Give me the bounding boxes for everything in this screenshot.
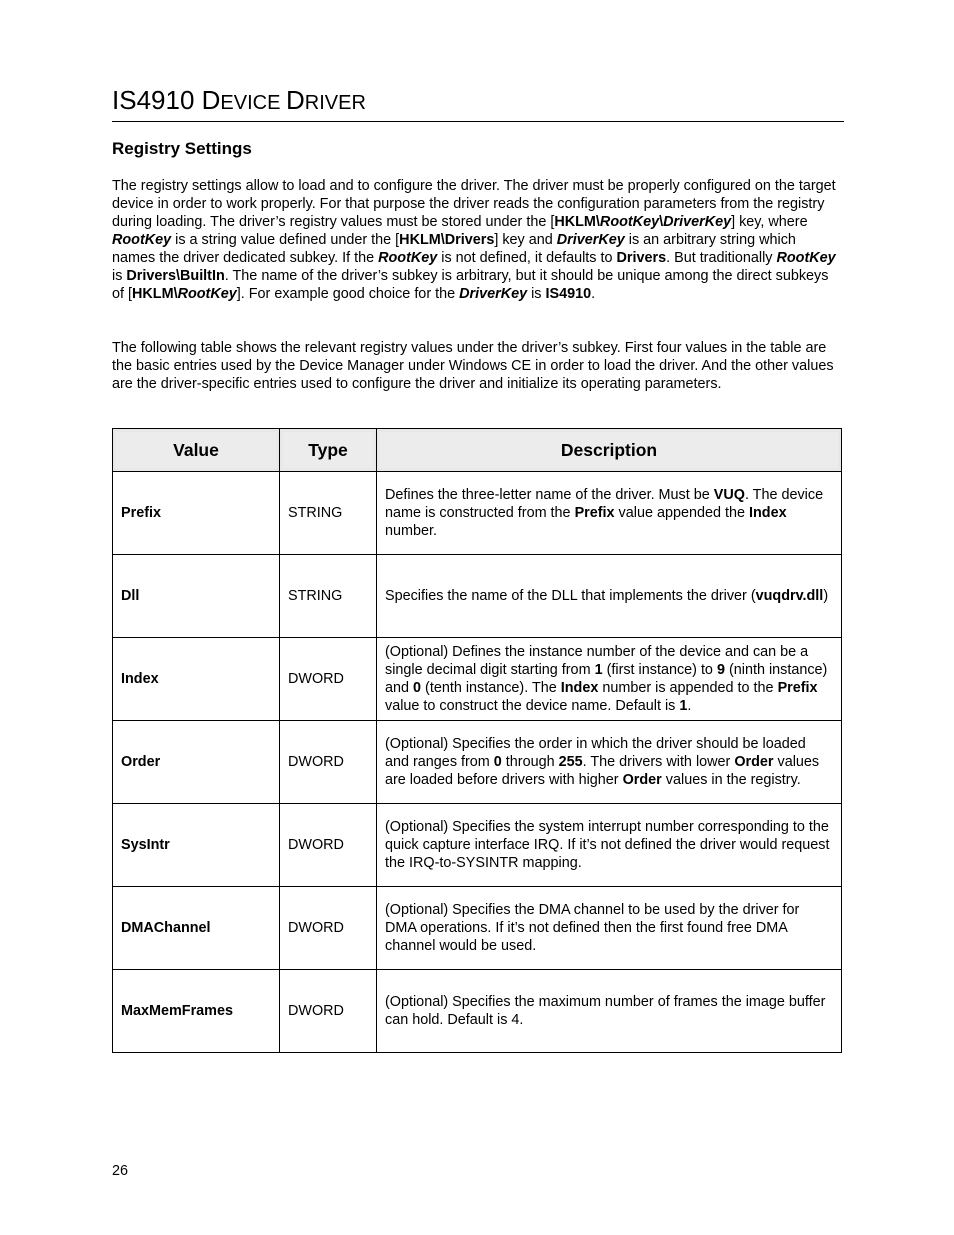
cell-value: SysIntr (113, 804, 280, 887)
cell-description: (Optional) Specifies the DMA channel to be used by the driver for DMA operations. If it’s not defined then the first found free DMA channel would be used. (377, 887, 842, 970)
table-row (113, 555, 842, 638)
cell-description: (Optional) Defines the instance number of the device and can be a single decimal digit starting from 1 (first instance) to 9 (ninth instance) and 0 (tenth instance). The Index number is appended to the Prefix value to construct the device name. Default is 1. (377, 638, 842, 721)
table-row (113, 638, 842, 721)
cell-type: STRING (280, 472, 377, 555)
cell-value: Dll (113, 555, 280, 638)
cell-description: (Optional) Specifies the maximum number of frames the image buffer can hold. Default is 4. (377, 970, 842, 1053)
cell-description: (Optional) Specifies the system interrupt number corresponding to the quick capture interface IRQ. If it’s not defined the driver would request the IRQ-to-SYSINTR mapping. (377, 804, 842, 887)
table-header-row (113, 429, 842, 472)
table-row (113, 804, 842, 887)
cell-value: DMAChannel (113, 887, 280, 970)
cell-value: Order (113, 721, 280, 804)
table-row (113, 721, 842, 804)
cell-description: Defines the three-letter name of the driver. Must be VUQ. The device name is constructed from the Prefix value appended the Index number. (377, 472, 842, 555)
title-letter-d: D (201, 85, 221, 115)
intro-paragraph: The registry settings allow to load and to configure the driver. The driver must be properly configured on the target device in order to work properly. For that purpose the driver reads the configuration parameters from the registry during loading. The driver’s registry values must be stored under the [HKLM\RootKey\DriverKey] key, where RootKey is a string value defined under the [HKLM\Drivers] key and DriverKey is an arbitrary string which names the driver dedicated subkey. If the RootKey is not defined, it defaults to Drivers. But traditionally RootKey is Drivers\BuiltIn. The name of the driver’s subkey is arbitrary, but it should be unique among the direct subkeys of [HKLM\RootKey]. For example good choice for the DriverKey is IS4910. (112, 178, 836, 302)
cell-type: DWORD (280, 887, 377, 970)
chapter-title (112, 84, 844, 122)
header-type: Type (280, 429, 377, 472)
table-row (113, 970, 842, 1053)
cell-type: STRING (280, 555, 377, 638)
header-value: Value (113, 429, 280, 472)
cell-type: DWORD (280, 970, 377, 1053)
cell-value: MaxMemFrames (113, 970, 280, 1053)
title-smallcaps-river: RIVER (304, 92, 366, 114)
table-row (113, 887, 842, 970)
title-prefix: IS4910 (112, 85, 202, 115)
cell-type: DWORD (280, 721, 377, 804)
header-description: Description (377, 429, 842, 472)
section-heading: Registry Settings (112, 139, 252, 158)
cell-value: Index (113, 638, 280, 721)
cell-description: (Optional) Specifies the order in which the driver should be loaded and ranges from 0 through 255. The drivers with lower Order values are loaded before drivers with higher Order values in the registry. (377, 721, 842, 804)
title-smallcaps-evice: EVICE (220, 92, 286, 114)
cell-type: DWORD (280, 804, 377, 887)
cell-description: Specifies the name of the DLL that implements the driver (vuqdrv.dll) (377, 555, 842, 638)
table-intro-paragraph: The following table shows the relevant registry values under the driver’s subkey. First four values in the table are the basic entries used by the Device Manager under Windows CE in order to load the driver. And the other values are the driver-specific entries used to configure the driver and initialize its operating parameters. (112, 340, 834, 392)
cell-value: Prefix (113, 472, 280, 555)
cell-type: DWORD (280, 638, 377, 721)
table-row (113, 472, 842, 555)
title-letter-d2: D (286, 85, 305, 115)
registry-table (112, 428, 842, 1053)
page-number: 26 (112, 1163, 129, 1179)
